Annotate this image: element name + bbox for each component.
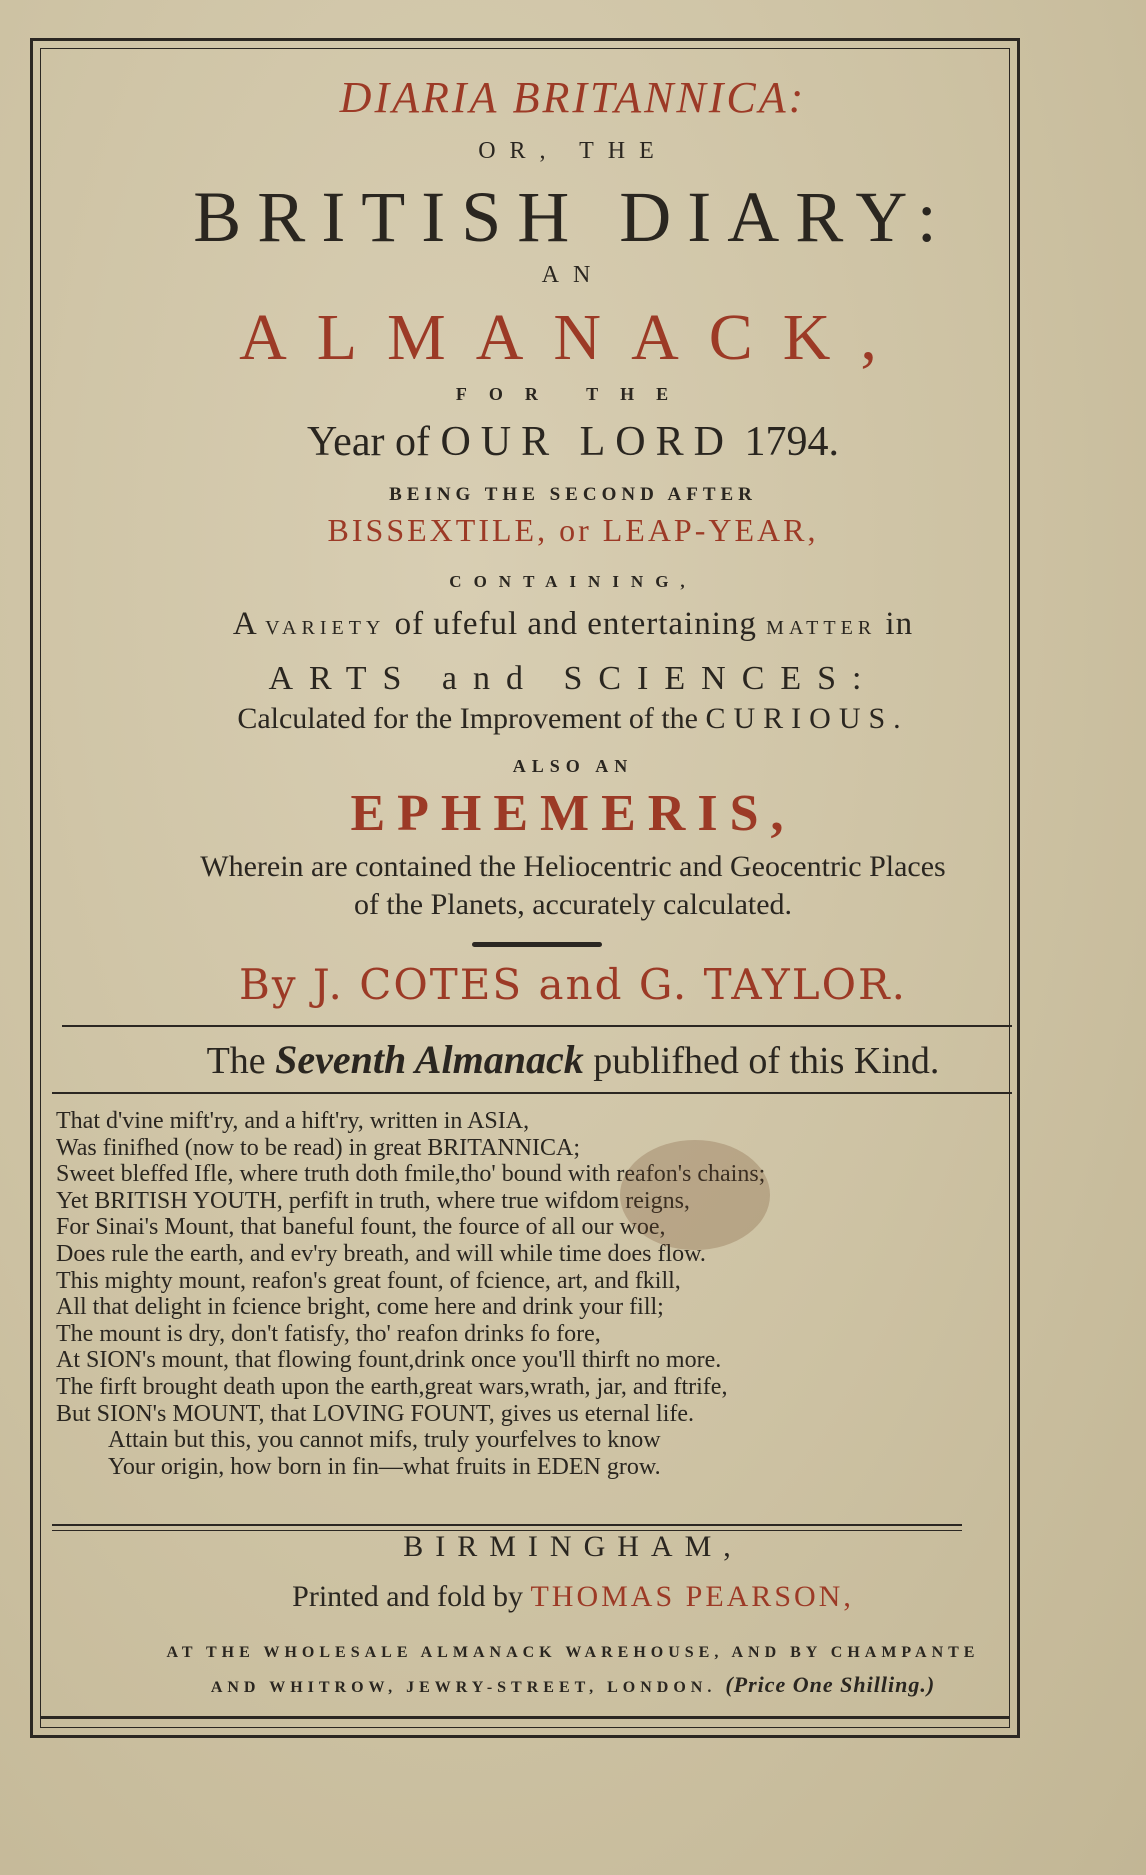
british-diary-title: BRITISH DIARY: bbox=[193, 177, 953, 257]
containing-label: CONTAINING, bbox=[449, 572, 697, 591]
variety-caps: VARIETY bbox=[265, 617, 386, 639]
printed-line bbox=[0, 1580, 1146, 1614]
year-line bbox=[0, 418, 1146, 466]
arts-sciences: ARTS and SCIENCES: bbox=[268, 660, 878, 697]
birmingham: BIRMINGHAM, bbox=[403, 1530, 743, 1563]
verse-line: All that delight in fcience bright, come here and drink your fill; bbox=[56, 1294, 664, 1321]
latin-title: DIARIA BRITANNICA: bbox=[339, 73, 807, 122]
printer-name: THOMAS PEARSON, bbox=[530, 1580, 854, 1613]
seventh-almanack-blackletter: Seventh Almanack bbox=[275, 1037, 584, 1082]
ink-stain bbox=[620, 1140, 770, 1250]
calculated-text: Calculated for the Improvement of the bbox=[237, 702, 698, 735]
divider-top bbox=[62, 1025, 1012, 1027]
verse-line: Attain but this, you cannot mifs, truly yourfelves to know bbox=[108, 1427, 661, 1454]
calculated-line bbox=[0, 702, 1146, 736]
matter-caps: MATTER bbox=[766, 617, 877, 639]
ornamental-rule bbox=[472, 942, 602, 947]
bottom-rule bbox=[40, 1716, 1010, 1719]
verse-line: For Sinai's Mount, that baneful fount, the fource of all our woe, bbox=[56, 1214, 666, 1241]
verse-line: Yet BRITISH YOUTH, perfift in truth, where true wifdom reigns, bbox=[56, 1187, 690, 1214]
variety-line: A VARIETY of ufeful and entertaining MATTER in bbox=[232, 606, 914, 642]
verse-line: At SION's mount, that flowing fount,drink once you'll thirft no more. bbox=[56, 1347, 722, 1374]
our-lord: OUR LORD bbox=[440, 419, 734, 465]
verse-line: The mount is dry, don't fatisfy, tho' reafon drinks fo fore, bbox=[56, 1320, 601, 1347]
wherein-line-1: Wherein are contained the Heliocentric and Geocentric Places bbox=[200, 850, 946, 883]
verse-line: But SION's MOUNT, that LOVING FOUNT, gives us eternal life. bbox=[56, 1400, 695, 1427]
divider-imprint bbox=[52, 1524, 962, 1526]
year-prefix: Year of bbox=[307, 419, 430, 465]
verse-block bbox=[56, 1108, 986, 1480]
warehouse-line-2: AND WHITROW, JEWRY-STREET, LONDON. (Price One Shilling.) bbox=[210, 1672, 936, 1697]
verse-line: This mighty mount, reafon's great fount, of fcience, art, and fkill, bbox=[56, 1267, 681, 1294]
warehouse-line-1: AT THE WHOLESALE ALMANACK WAREHOUSE, AND BY CHAMPANTE bbox=[166, 1644, 980, 1661]
price-note: (Price One Shilling.) bbox=[725, 1672, 936, 1697]
or-the: OR, THE bbox=[478, 138, 668, 164]
an-label: AN bbox=[541, 262, 605, 288]
almanack-title: ALMANACK, bbox=[239, 301, 907, 374]
year-number: 1794. bbox=[744, 419, 839, 465]
authors-line: By J. COTES and G. TAYLOR. bbox=[238, 960, 908, 1009]
being-second-after: BEING THE SECOND AFTER bbox=[389, 484, 757, 505]
verse-line: Sweet bleffed Ifle, where truth doth fmile,tho' bound with reafon's chains; bbox=[56, 1161, 766, 1188]
verse-line: Does rule the earth, and ev'ry breath, and will while time does flow. bbox=[56, 1240, 706, 1267]
seventh-almanack-line: The Seventh Almanack publifhed of this Kind. bbox=[206, 1037, 940, 1082]
printed-text: Printed and fold by bbox=[292, 1580, 523, 1613]
divider-verse-top bbox=[52, 1092, 1012, 1094]
for-the-label: FOR THE bbox=[455, 384, 691, 404]
verse-line: The firft brought death upon the earth,great wars,wrath, jar, and ftrife, bbox=[56, 1373, 728, 1400]
wherein-line-2: of the Planets, accurately calculated. bbox=[353, 888, 793, 921]
bissextile-line: BISSEXTILE, or LEAP-YEAR, bbox=[327, 512, 819, 548]
also-an: ALSO AN bbox=[512, 756, 634, 776]
verse-line: That d'vine mift'ry, and a hift'ry, written in ASIA, bbox=[56, 1108, 530, 1134]
curious: CURIOUS. bbox=[705, 702, 909, 735]
verse-line: Was finifhed (now to be read) in great BRITANNICA; bbox=[56, 1134, 581, 1161]
ephemeris-title: EPHEMERIS, bbox=[350, 785, 796, 842]
verse-line: Your origin, how born in fin—what fruits in EDEN grow. bbox=[108, 1453, 661, 1480]
